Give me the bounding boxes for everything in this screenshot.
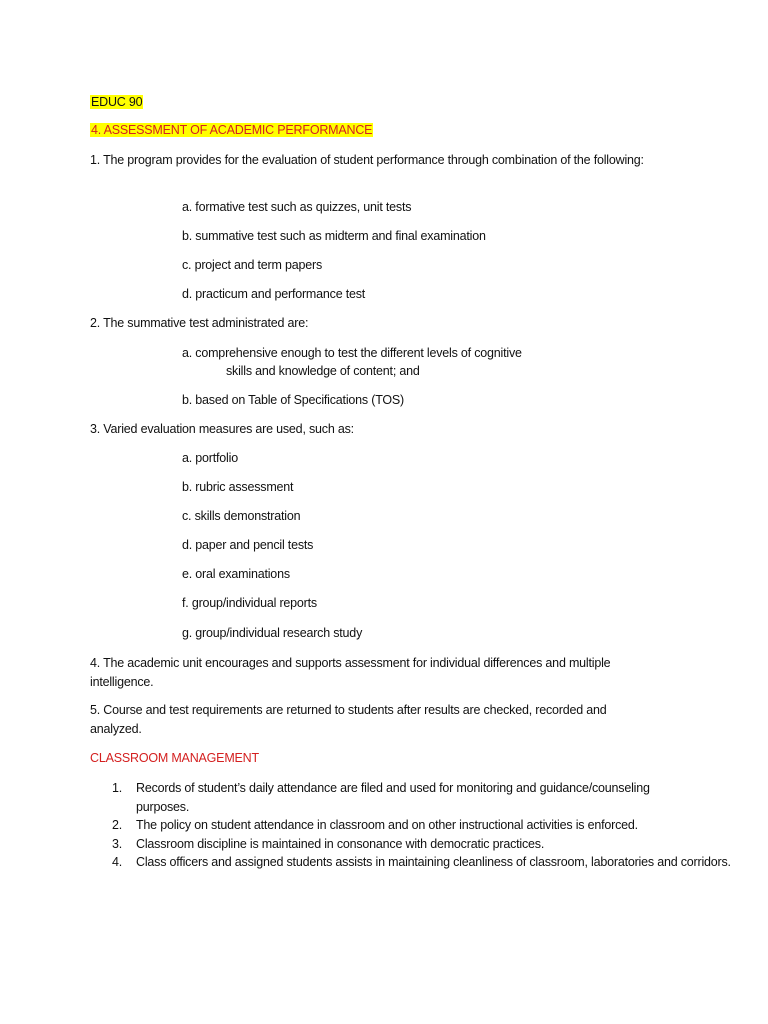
item-3-sub-d: d. paper and pencil tests <box>182 538 314 552</box>
item-1-sub-d: d. practicum and performance test <box>182 287 366 301</box>
item-3-sub-b: b. rubric assessment <box>182 480 294 494</box>
list-item <box>90 835 736 854</box>
course-code: EDUC 90 <box>91 95 143 109</box>
item-1-text: 1. The program provides for the evaluation of student performance through combination of the following: <box>90 153 644 167</box>
item-4-text: 4. The academic unit encourages and supports assessment for individual differences and multiple intelligence. <box>90 656 611 689</box>
list-item-number: 4. <box>112 855 123 869</box>
item-1-sub-b: b. summative test such as midterm and final examination <box>182 229 486 243</box>
list-item <box>90 779 676 816</box>
item-2-sub-b: b. based on Table of Specifications (TOS) <box>182 393 405 407</box>
list-item <box>90 853 736 872</box>
item-3-sub-f: f. group/individual reports <box>182 596 317 610</box>
list-item-text: Records of student’s daily attendance are filed and used for monitoring and guidance/counseling purposes. <box>136 781 650 814</box>
item-2-text: 2. The summative test administrated are: <box>90 316 309 330</box>
item-5-text: 5. Course and test requirements are returned to students after results are checked, recorded and analyzed. <box>90 703 607 736</box>
item-1-sub-a: a. formative test such as quizzes, unit tests <box>182 200 412 214</box>
item-2-sub-a-line1: a. comprehensive enough to test the different levels of cognitive <box>182 346 522 360</box>
classroom-management-heading: CLASSROOM MANAGEMENT <box>90 751 259 765</box>
list-item-number: 3. <box>112 836 123 851</box>
item-3-text: 3. Varied evaluation measures are used, such as: <box>90 422 354 436</box>
item-2-sub-a-line2: skills and knowledge of content; and <box>226 364 420 378</box>
item-1-sub-c: c. project and term papers <box>182 258 323 272</box>
item-3-sub-a: a. portfolio <box>182 451 238 465</box>
item-3-sub-g: g. group/individual research study <box>182 626 363 640</box>
list-item-number: 1. <box>112 781 123 795</box>
item-3-sub-c: c. skills demonstration <box>182 509 301 523</box>
list-item-text: The policy on student attendance in classroom and on other instructional activities is enforced. <box>136 818 638 832</box>
item-3-sub-e: e. oral examinations <box>182 567 290 581</box>
classroom-management-list <box>90 779 731 872</box>
list-item-number: 2. <box>112 818 123 832</box>
list-item-text: Classroom discipline is maintained in consonance with democratic practices. <box>136 836 545 851</box>
section-heading: 4. ASSESSMENT OF ACADEMIC PERFORMANCE <box>91 123 373 137</box>
list-item-text: Class officers and assigned students assists in maintaining cleanliness of classroom, laboratories and corridors. <box>136 855 731 869</box>
list-item <box>90 816 736 835</box>
